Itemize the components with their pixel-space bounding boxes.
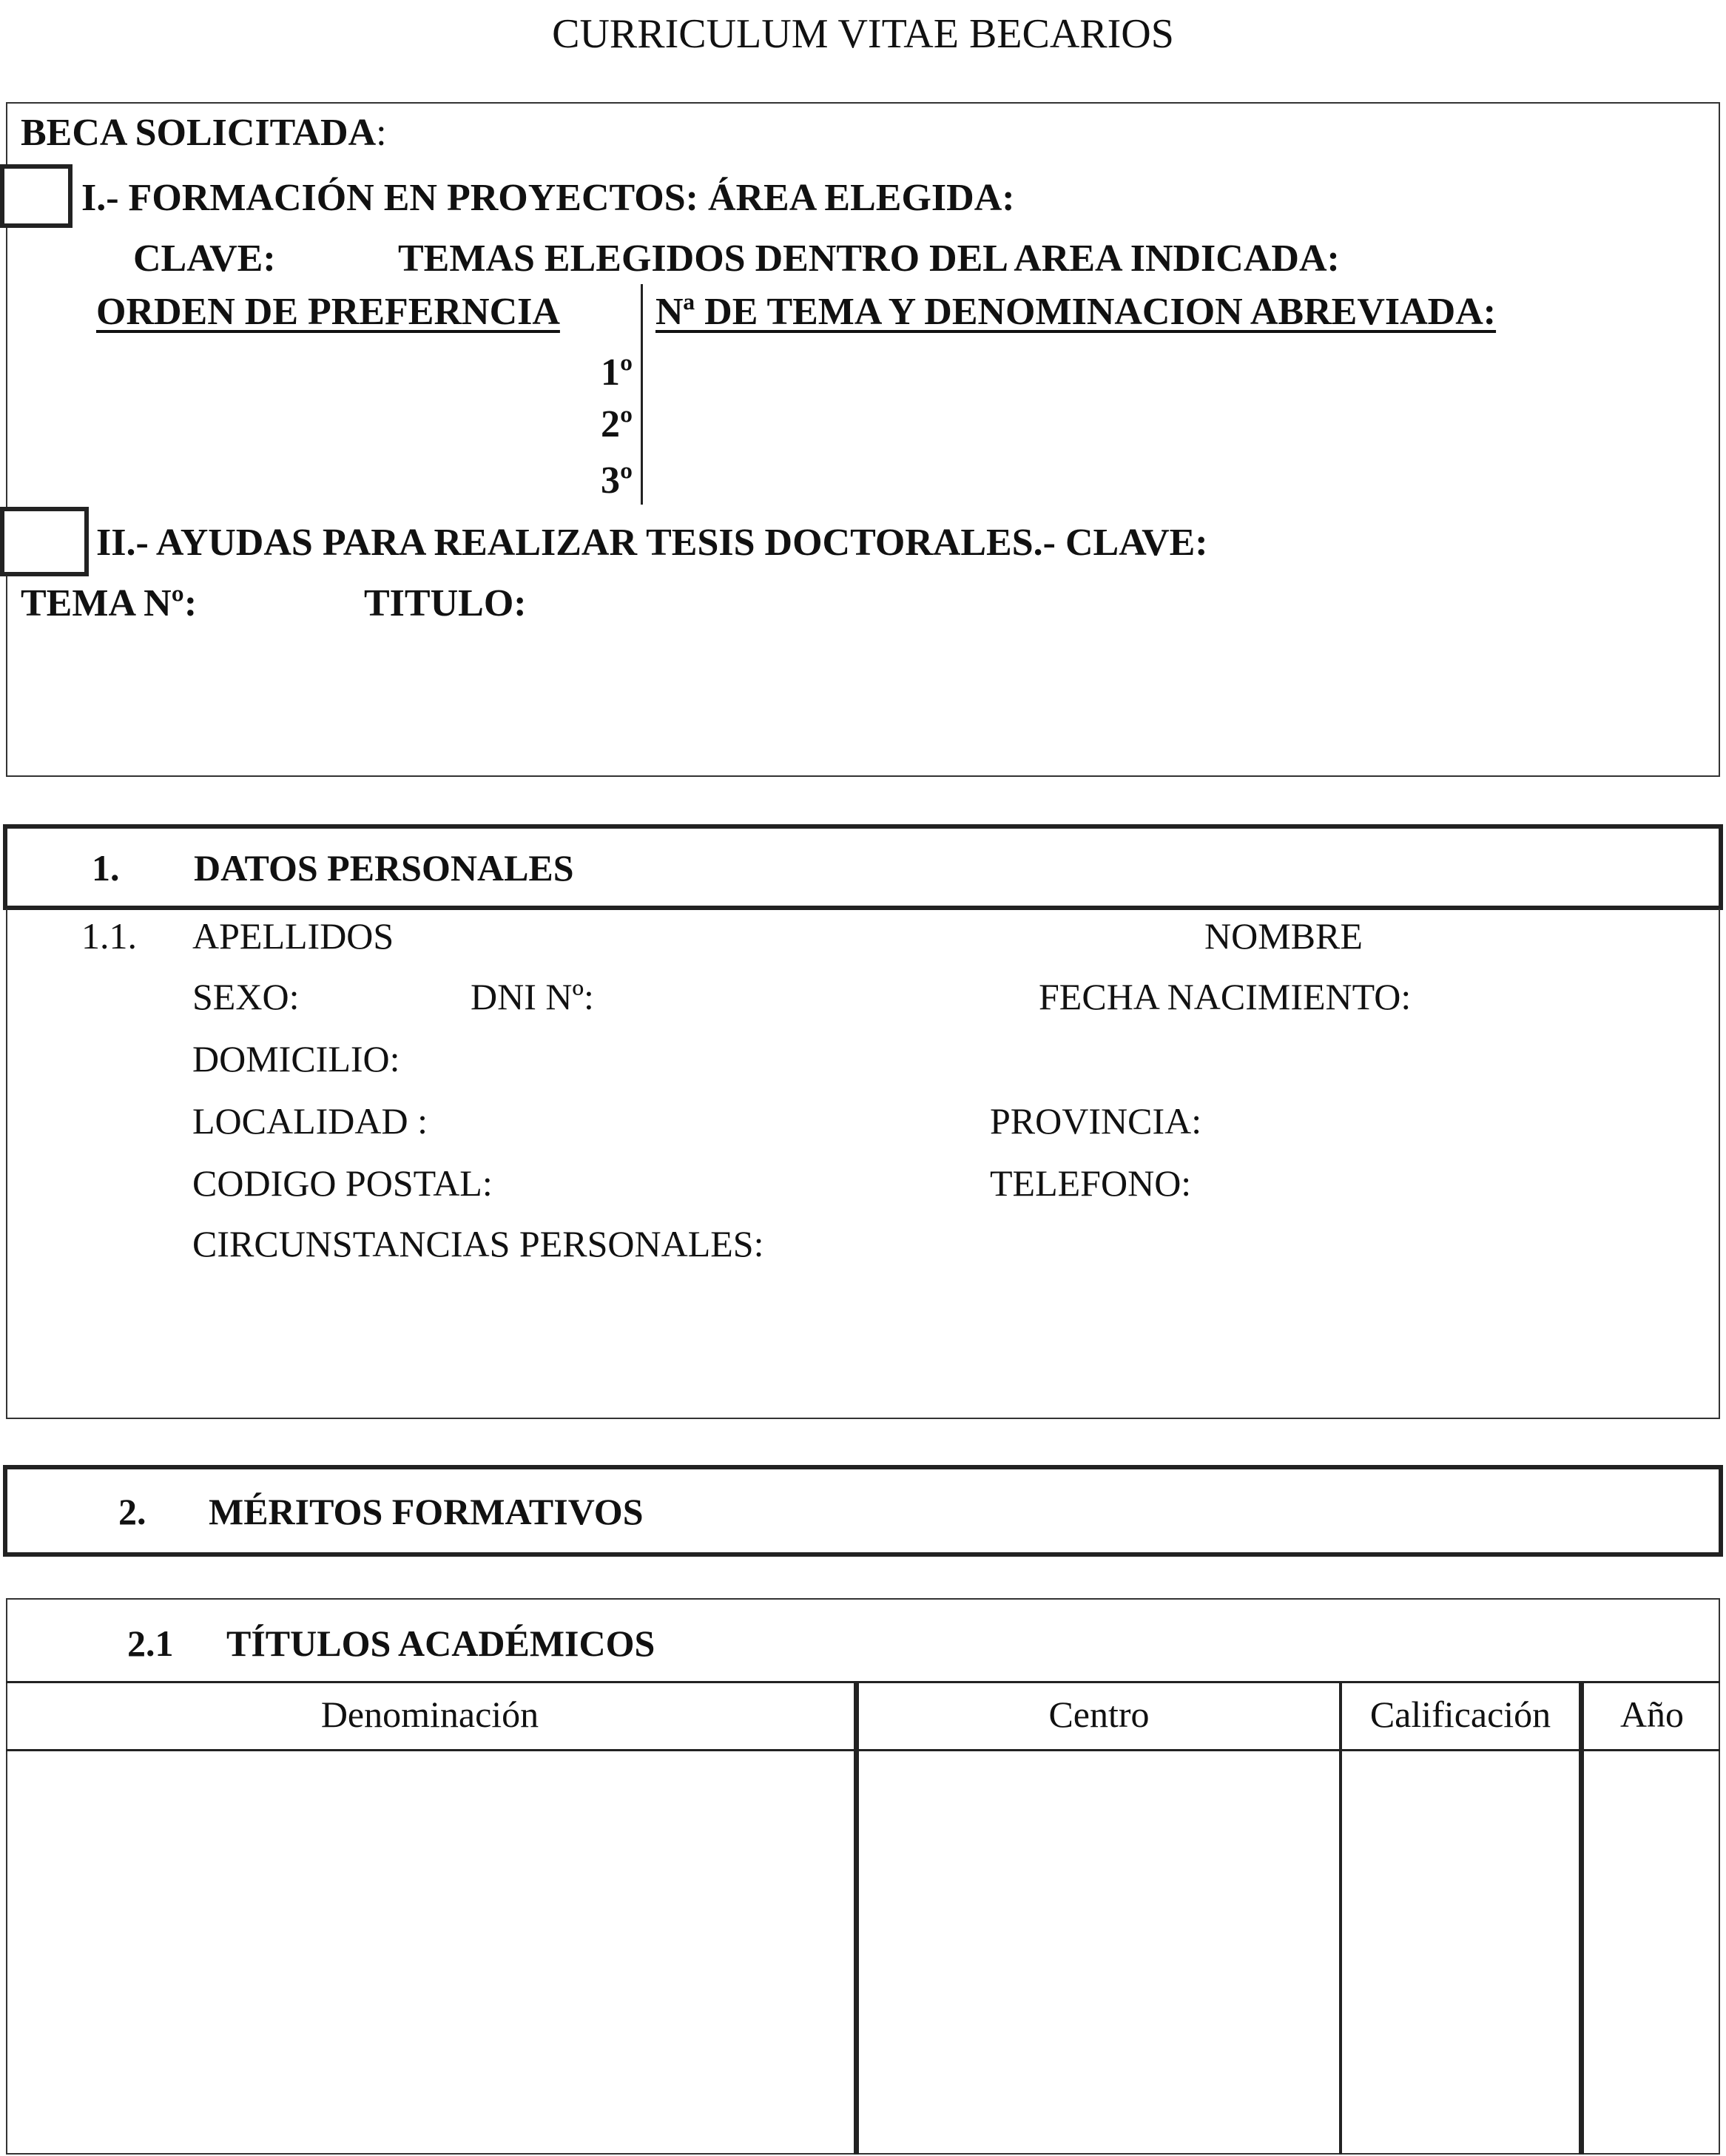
titulos-section-title: TÍTULOS ACADÉMICOS [226, 1623, 655, 1664]
orden-preferencia-header: ORDEN DE PREFERNCIA [96, 291, 560, 333]
datos-section-number: 1. [92, 847, 120, 889]
option2-checkbox[interactable] [0, 507, 89, 576]
table-top-rule [6, 1681, 1720, 1683]
tema-denominacion-header: Nª DE TEMA Y DENOMINACION ABREVIADA: [655, 291, 1497, 333]
apellidos-label: APELLIDOS [192, 915, 394, 957]
localidad-label: LOCALIDAD : [192, 1100, 428, 1142]
column-divider-1 [854, 1681, 859, 2155]
titulo-label: TITULO: [364, 582, 527, 624]
clave-label: CLAVE: [133, 238, 276, 280]
fecha-nacimiento-label: FECHA NACIMIENTO: [1039, 976, 1412, 1017]
preference-3: 3º [601, 459, 633, 502]
subsection-1-1: 1.1. [81, 915, 137, 957]
codigo-postal-label: CODIGO POSTAL: [192, 1162, 493, 1204]
table-header-rule [6, 1749, 1720, 1751]
domicilio-label: DOMICILIO: [192, 1038, 400, 1079]
option1-checkbox[interactable] [0, 164, 73, 228]
preference-2: 2º [601, 403, 633, 445]
column-header-ano: Año [1619, 1694, 1685, 1735]
column-header-centro: Centro [1048, 1694, 1150, 1735]
tema-n-label: TEMA Nº: [21, 582, 198, 624]
column-header-denominacion: Denominación [320, 1694, 539, 1735]
beca-label: BECA SOLICITADA: [21, 112, 387, 154]
titulos-section-number: 2.1 [127, 1623, 174, 1664]
meritos-section-number: 2. [118, 1491, 146, 1532]
sexo-label: SEXO: [192, 976, 300, 1017]
telefono-label: TELEFONO: [990, 1162, 1192, 1204]
nombre-label: NOMBRE [1204, 915, 1363, 957]
column-divider-2 [1339, 1681, 1342, 2155]
document-title: CURRICULUM VITAE BECARIOS [552, 11, 1174, 57]
circunstancias-label: CIRCUNSTANCIAS PERSONALES: [192, 1223, 764, 1264]
provincia-label: PROVINCIA: [990, 1100, 1202, 1142]
meritos-section-title: MÉRITOS FORMATIVOS [209, 1491, 644, 1532]
option2-title: II.- AYUDAS PARA REALIZAR TESIS DOCTORALES.- CLAVE: [96, 522, 1208, 564]
preference-divider [641, 284, 643, 505]
option1-title: I.- FORMACIÓN EN PROYECTOS: ÁREA ELEGIDA: [81, 177, 1015, 219]
dni-label: DNI Nº: [471, 976, 594, 1017]
preference-1: 1º [601, 351, 633, 394]
temas-label: TEMAS ELEGIDOS DENTRO DEL AREA INDICADA: [398, 238, 1340, 280]
column-divider-3 [1579, 1681, 1584, 2155]
column-header-calificacion: Calificación [1369, 1694, 1551, 1735]
datos-section-title: DATOS PERSONALES [194, 847, 574, 889]
